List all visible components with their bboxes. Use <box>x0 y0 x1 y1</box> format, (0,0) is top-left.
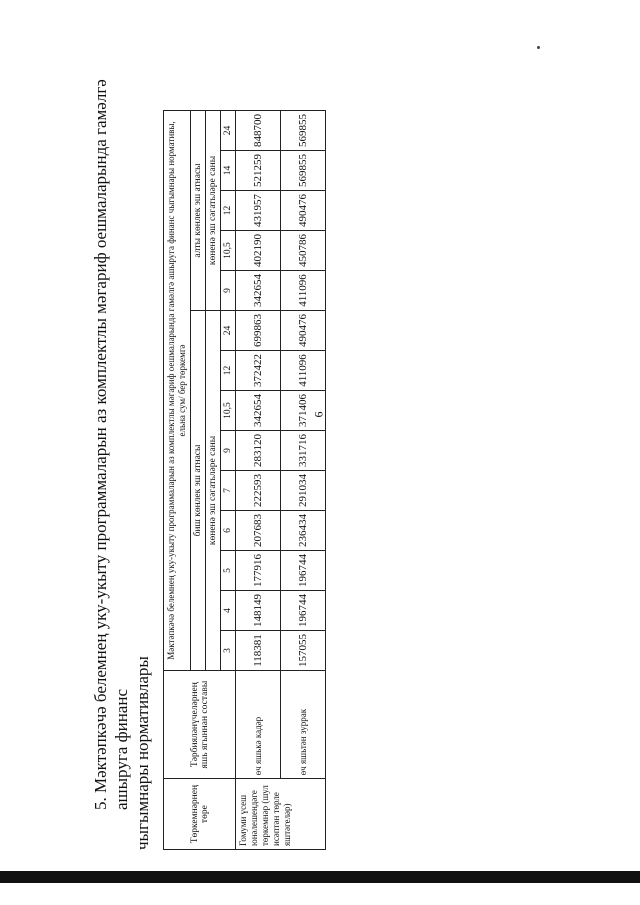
value-cell: 196744 <box>281 551 326 591</box>
value-cell: 402190 <box>236 231 281 271</box>
header-5day-hours-label: көненә эш сәгатьләре саны <box>206 311 221 671</box>
hours-6day: 10,5 <box>221 231 236 271</box>
value-cell: 372422 <box>236 351 281 391</box>
value-cell: 157055 <box>281 631 326 671</box>
scan-edge-bar <box>0 871 640 883</box>
value-cell: 569855 <box>281 151 326 191</box>
header-group-type: Төркемнәрнең төре <box>164 779 236 850</box>
hours-6day: 14 <box>221 151 236 191</box>
hours-5day: 5 <box>221 551 236 591</box>
value-cell: 450786 <box>281 231 326 271</box>
heading-line-2: чыгымнары нормативлары <box>133 656 152 850</box>
table-row <box>236 111 281 850</box>
rotated-content <box>90 20 630 850</box>
value-cell: 331716 <box>281 431 326 471</box>
value-cell: 490476 <box>281 311 326 351</box>
value-cell: 283120 <box>236 431 281 471</box>
value-cell: 177916 <box>236 551 281 591</box>
hours-6day: 9 <box>221 271 236 311</box>
hours-5day: 4 <box>221 591 236 631</box>
value-cell: 411096 <box>281 271 326 311</box>
value-cell: 236434 <box>281 511 326 551</box>
hours-5day: 3 <box>221 631 236 671</box>
value-cell: 207683 <box>236 511 281 551</box>
page-number: 6 <box>311 411 326 418</box>
header-6day-hours-label: көненә эш сәгатьләре саны <box>206 111 221 311</box>
hours-6day: 12 <box>221 191 236 231</box>
value-cell: 411096 <box>281 351 326 391</box>
header-composition: Тәрбияләнүчеләрнең яшь ягыннан составы <box>164 671 236 779</box>
header-main: Мәктәпкәчә белемнең уку-укыту программаларын аз комплектлы мәгариф оешмаларында гамәлгә ашыруга финанс чыгымнары нормативы, ельна сум/ бер төркемгә <box>164 111 191 671</box>
value-cell: 118381 <box>236 631 281 671</box>
value-cell: 148149 <box>236 591 281 631</box>
hours-5day: 12 <box>221 351 236 391</box>
header-6day-week: алты көнлек эш атнасы <box>191 111 206 311</box>
value-cell: 342654 <box>236 391 281 431</box>
norms-table <box>163 110 326 850</box>
group-type-cell: Гомуми үсеш юнәлешендәге төркемнәр (шул исәптән төрле яштәгеләр) <box>236 779 326 850</box>
hours-5day: 9 <box>221 431 236 471</box>
value-cell: 490476 <box>281 191 326 231</box>
value-cell: 569855 <box>281 111 326 151</box>
composition-cell: өч яшьтән зуррак <box>281 671 326 779</box>
hours-5day: 6 <box>221 511 236 551</box>
heading-line-1: 5. Мәктәпкәчә белемнең уку-укыту программаларын аз комплектлы мәгариф оешмаларында гамәлгә ашыруга финанс <box>91 79 131 810</box>
value-cell: 196744 <box>281 591 326 631</box>
hours-5day: 10,5 <box>221 391 236 431</box>
value-cell: 291034 <box>281 471 326 511</box>
value-cell: 699863 <box>236 311 281 351</box>
table-row <box>281 111 326 850</box>
value-cell: 222593 <box>236 471 281 511</box>
value-cell: 371406 <box>281 391 326 431</box>
hours-5day: 24 <box>221 311 236 351</box>
value-cell: 431957 <box>236 191 281 231</box>
header-5day-week: биш көнлек эш атнасы <box>191 311 206 671</box>
value-cell: 848700 <box>236 111 281 151</box>
value-cell: 342654 <box>236 271 281 311</box>
hours-6day: 24 <box>221 111 236 151</box>
composition-cell: өч яшькә кадәр <box>236 671 281 779</box>
document-heading <box>90 20 153 850</box>
hours-5day: 7 <box>221 471 236 511</box>
value-cell: 521259 <box>236 151 281 191</box>
